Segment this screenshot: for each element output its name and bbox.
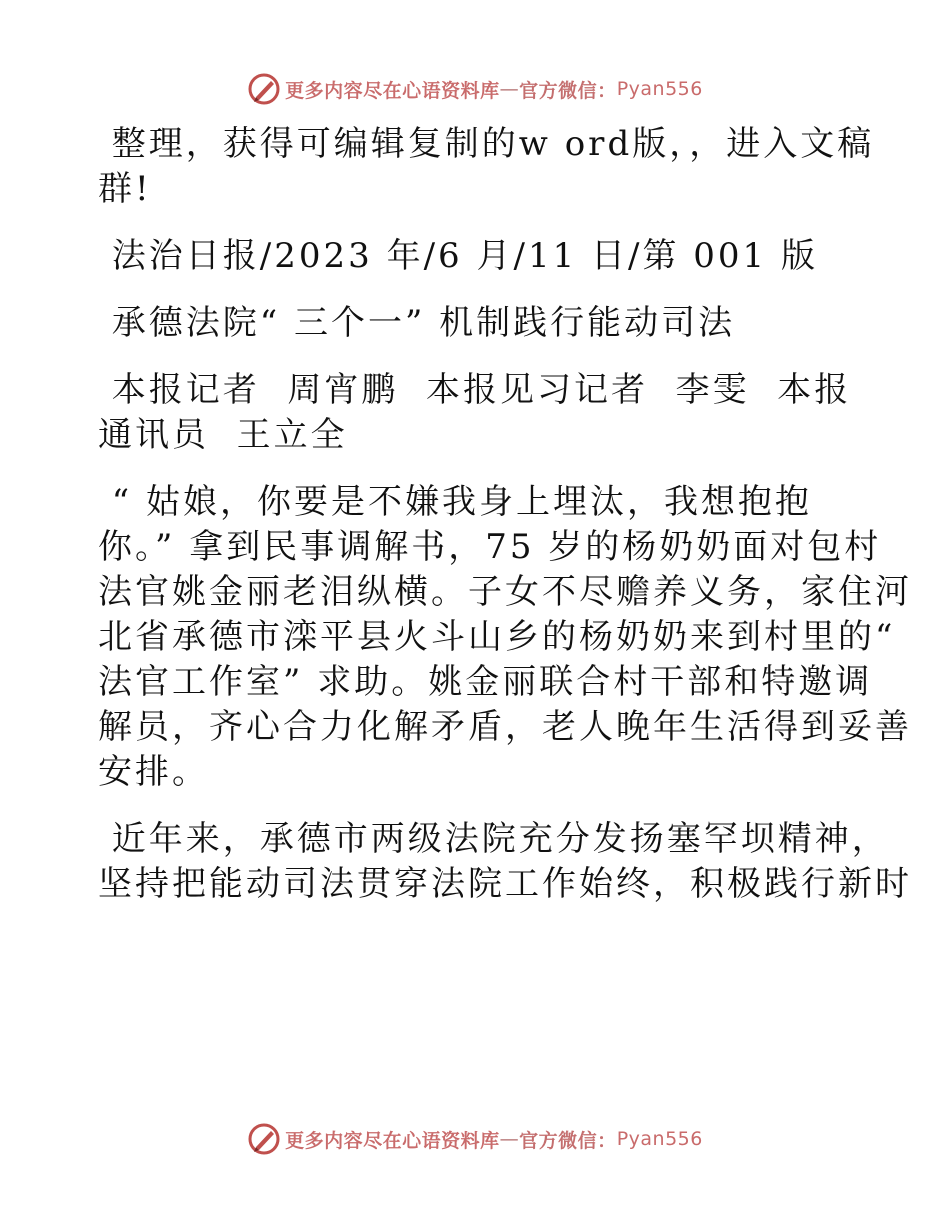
paragraph [98, 122, 875, 212]
text-line: 解员，齐心合力化解矛盾，老人晚年生活得到妥善 [98, 707, 912, 747]
paragraph [98, 817, 912, 907]
text-line: 坚持把能动司法贯穿法院工作始终，积极践行新时 [98, 864, 912, 904]
watermark-wechat-id: Pyan556 [616, 1128, 703, 1150]
article-body [98, 122, 912, 929]
text-line: 你。” 拿到民事调解书，75 岁的杨奶奶面对包村 [98, 527, 882, 567]
watermark-label: 官方微信： [519, 1129, 617, 1152]
watermark-label: 官方微信： [519, 79, 617, 102]
watermark-header [0, 72, 950, 106]
watermark-wechat-id: Pyan556 [616, 78, 703, 100]
text-line: 安排。 [98, 752, 209, 792]
pen-logo-icon [247, 72, 281, 106]
watermark-dash: — [499, 1128, 520, 1150]
text-line: 通讯员 王立全 [98, 415, 348, 455]
text-line: 近年来，承德市两级法院充分发扬塞罕坝精神， [98, 819, 889, 859]
watermark-site-text: 更多内容尽在心语资料库 [285, 79, 500, 102]
text-line: 承德法院“ 三个一” 机制践行能动司法 [98, 303, 736, 343]
text-line: 法官工作室” 求助。姚金丽联合村干部和特邀调 [98, 662, 873, 702]
text-line: “ 姑娘，你要是不嫌我身上埋汰，我想抱抱 [98, 482, 812, 522]
text-line: 本报记者 周宵鹏 本报见习记者 李雯 本报 [98, 370, 852, 410]
paragraph [98, 234, 858, 279]
paragraph [98, 480, 912, 795]
text-line: 群! [98, 169, 152, 209]
text-line: 整理，获得可编辑复制的w ord版，，进入文稿 [98, 124, 875, 164]
text-line: 法治日报/2023 年/6 月/11 日/第 001 版 [98, 236, 818, 276]
text-line: 北省承德市滦平县火斗山乡的杨奶奶来到村里的“ [98, 617, 896, 657]
watermark-dash: — [499, 78, 520, 100]
watermark-site-text: 更多内容尽在心语资料库 [285, 1129, 500, 1152]
watermark-footer [0, 1122, 950, 1156]
pen-logo-icon [247, 1122, 281, 1156]
paragraph [98, 368, 858, 458]
text-line: 法官姚金丽老泪纵横。子女不尽赡养义务，家住河 [98, 572, 912, 612]
paragraph [98, 301, 858, 346]
